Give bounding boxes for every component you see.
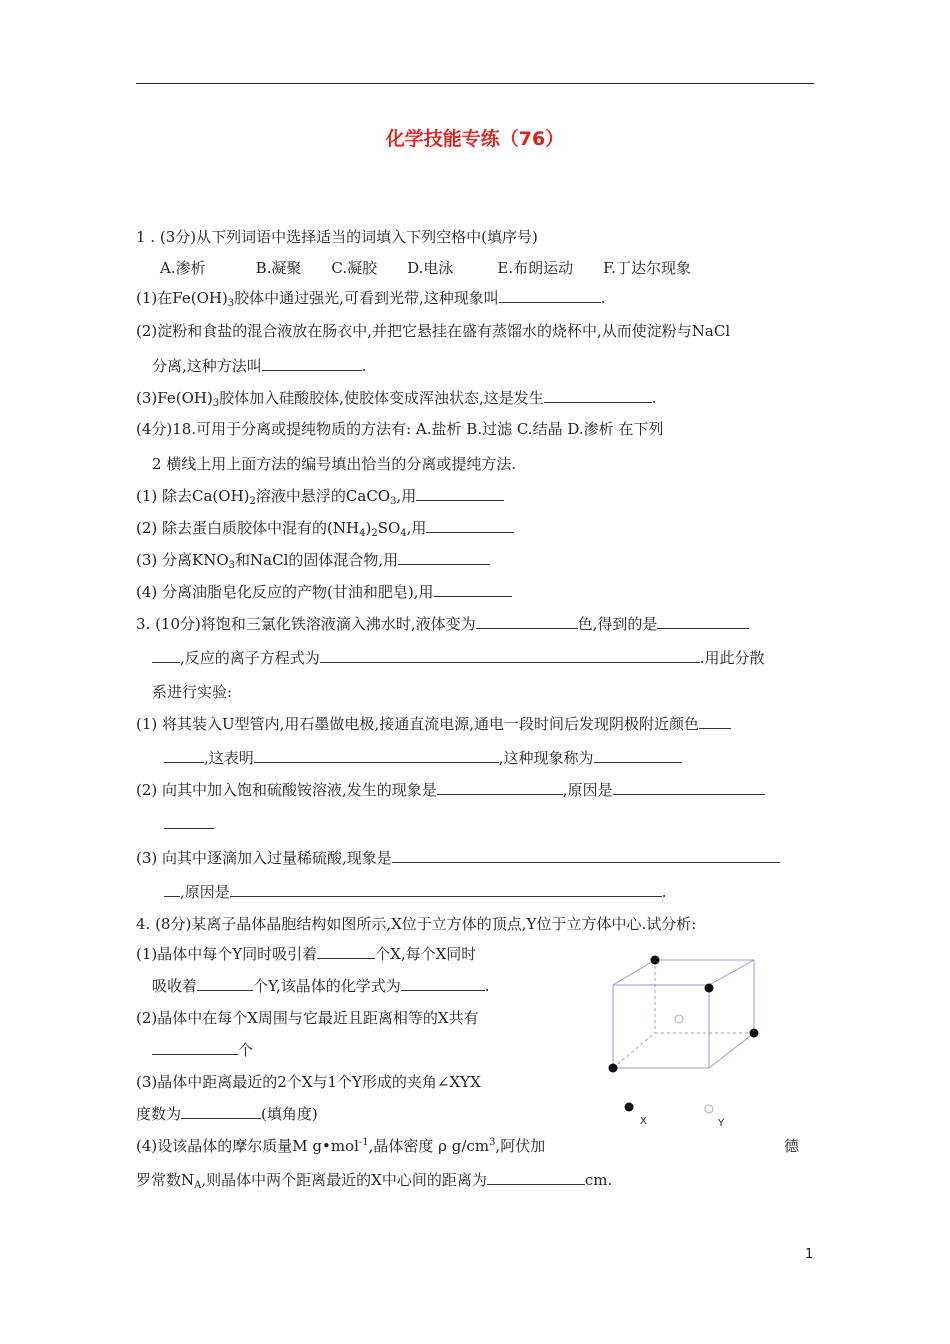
legend-x-label: X	[640, 1116, 647, 1127]
legend-y-label: Y	[718, 1118, 725, 1129]
q3-c1-text: (3) 向其中逐滴加入过量稀硫酸,现象是	[136, 849, 392, 867]
q4-part3-line2	[136, 1104, 318, 1124]
answer-blank[interactable]	[262, 356, 362, 371]
y-ion-dot	[675, 1015, 683, 1023]
q1-option-a: A.渗析	[160, 259, 206, 277]
q4-c3-text: (填角度)	[261, 1105, 318, 1123]
q4-part1-line2: 吸收着 个Y,该晶体的化学式为 .	[152, 977, 490, 995]
q3-b2-text: ,原因是	[562, 781, 613, 799]
q4-e3-text: cm.	[584, 1171, 613, 1189]
answer-blank[interactable]	[657, 614, 749, 629]
q1-part1: (1)在$Fe(OH)_3$胶体中通过强光,可看到光带,这种现象叫 .	[136, 289, 606, 309]
q1-part2-line1: (2)淀粉和食盐的混合液放在肠衣中,并把它悬挂在盛有蒸馏水的烧杯中,从而使淀粉与NaCl	[136, 322, 731, 340]
x-ion-dot	[750, 1029, 759, 1038]
q1-p1-text: (1)在Fe(OH)	[136, 289, 228, 307]
answer-blank[interactable]	[164, 748, 204, 763]
subscript: 2	[249, 496, 256, 507]
q3-c2-text: ,原因是	[180, 883, 230, 901]
q4-d1-text: (4)设该晶体的摩尔质量M g•mol	[136, 1137, 359, 1155]
q4-a3-text: 吸收着	[152, 977, 198, 995]
subscript: 3	[390, 496, 397, 507]
q2-item4	[136, 582, 512, 602]
answer-blank[interactable]	[181, 1104, 261, 1119]
x-ion-dot	[651, 956, 660, 965]
answer-blank[interactable]	[416, 486, 504, 501]
answer-blank[interactable]	[152, 648, 180, 663]
q1-stem: 1 . (3分)从下列词语中选择适当的词填入下列空格中(填序号)	[136, 228, 538, 246]
answer-blank[interactable]	[230, 882, 662, 897]
q3-part1-line1	[136, 714, 731, 734]
q2-i1-text2: 溶液中悬浮的CaCO	[255, 487, 391, 505]
answer-blank[interactable]	[426, 518, 514, 533]
superscript: -1	[358, 1137, 369, 1148]
q4-a2-text: 个X,每个X同时	[375, 945, 477, 963]
answer-blank[interactable]	[613, 780, 765, 795]
answer-blank[interactable]	[152, 1040, 238, 1055]
q2-i4-text: (4) 分离油脂皂化反应的产物(甘油和肥皂),用	[136, 583, 434, 601]
answer-blank[interactable]	[699, 714, 731, 729]
answer-blank[interactable]	[499, 288, 601, 303]
q2-i2-text3: SO	[377, 519, 401, 537]
q4-a4-text: 个Y,该晶体的化学式为	[253, 977, 401, 995]
x-ion-dot	[705, 984, 714, 993]
q2-i3-text: (3) 分离KNO	[136, 551, 229, 569]
q1-option-d: D.电泳	[407, 259, 454, 277]
q1-p2-text: 分离,这种方法叫	[152, 357, 262, 375]
q2-i2-text4: ,用	[406, 519, 427, 537]
q4-stem: 4. (8分)某离子晶体晶胞结构如图所示,X位于立方体的顶点,Y位于立方体中心.试分析:	[136, 915, 697, 933]
q3-part2-line2	[164, 814, 214, 834]
answer-blank[interactable]	[476, 614, 578, 629]
q4-part4-line2	[136, 1170, 612, 1190]
legend-x-dot	[625, 1103, 634, 1112]
q4-b2-text: 个	[238, 1041, 254, 1059]
subscript: 2	[371, 528, 378, 539]
crystal-cell-figure	[596, 944, 796, 1144]
q3-text4: .用此分散	[699, 649, 765, 667]
q2-i2-text: (2) 除去蛋白质胶体中混有的(NH	[136, 519, 360, 537]
q4-part3-line1: (3)晶体中距离最近的2个X与1个Y形成的夹角∠XYX	[136, 1073, 481, 1091]
superscript: 3	[489, 1137, 496, 1148]
q4-part1-line1	[136, 944, 476, 964]
page-number: 1	[805, 1247, 814, 1262]
answer-blank[interactable]	[254, 748, 499, 763]
q3-line1	[136, 614, 749, 634]
header-rule	[136, 83, 814, 84]
q1-option-c: C.凝胶	[331, 259, 378, 277]
q2-item2	[136, 518, 514, 538]
q4-e1-text: 罗常数N	[136, 1171, 195, 1189]
q3-part3-line2: ,原因是 .	[164, 882, 667, 902]
answer-blank[interactable]	[401, 976, 485, 991]
q4-part4-tail: 德	[784, 1137, 800, 1155]
q3-a2-text: ,这表明	[204, 749, 254, 767]
answer-blank[interactable]	[317, 944, 375, 959]
q4-part4-line1	[136, 1136, 545, 1156]
q4-c2-text: 度数为	[136, 1105, 182, 1123]
q2-item3	[136, 550, 490, 570]
answer-blank[interactable]	[434, 582, 512, 597]
q2-i1-text3: ,用	[396, 487, 417, 505]
answer-blank[interactable]	[437, 780, 563, 795]
q3-part1-line2	[164, 748, 682, 768]
q3-part2-line1	[136, 780, 765, 800]
x-ion-dot	[609, 1064, 618, 1073]
q4-d3-text: ,阿伏加	[495, 1137, 546, 1155]
q1-option-f: F.丁达尔现象	[603, 259, 691, 277]
q2-i2-text2: )	[365, 519, 372, 537]
subscript: 4	[359, 528, 366, 539]
legend-y-dot	[705, 1105, 713, 1113]
q3-text2: 色,得到的是	[577, 615, 658, 633]
q3-a1-text: (1) 将其装入U型管内,用石墨做电极,接通直流电源,通电一段时间后发现阴极附近颜色	[136, 715, 699, 733]
q1-p1-text2: 胶体中通过强光,可看到光带,这种现象叫	[234, 289, 499, 307]
subscript: A	[194, 1180, 202, 1191]
q1-p3-text: (3)Fe(OH)	[136, 389, 213, 407]
answer-blank[interactable]	[544, 388, 652, 403]
q4-part2-line2	[152, 1040, 253, 1060]
q3-part3-line1	[136, 848, 780, 868]
answer-blank[interactable]	[398, 550, 490, 565]
q3-line3: 系进行实验:	[152, 683, 233, 701]
q3-line2	[152, 648, 765, 668]
answer-blank[interactable]	[164, 882, 180, 897]
page-title: 化学技能专练（76）	[385, 128, 565, 150]
answer-blank[interactable]	[164, 814, 214, 829]
answer-blank[interactable]	[487, 1170, 585, 1185]
q1-part2-line2: 分离,这种方法叫 .	[152, 357, 367, 375]
q3-a3-text: ,这种现象称为	[498, 749, 594, 767]
q4-d2-text: ,晶体密度 ρ g/cm	[368, 1137, 490, 1155]
subscript: 3	[212, 398, 220, 409]
q2-i1-text: (1) 除去Ca(OH)	[136, 487, 250, 505]
q1-option-e: E.布朗运动	[497, 259, 574, 277]
q1-part3: $(3)Fe(OH)_3$胶体加入硅酸胶体,使胶体变成浑浊状态,这是发生 .	[136, 389, 657, 409]
q3-text: 3. (10分)将饱和三氯化铁溶液滴入沸水时,液体变为	[136, 615, 476, 633]
q4-e2-text: ,则晶体中两个距离最近的X中心间的距离为	[201, 1171, 487, 1189]
answer-blank[interactable]	[320, 648, 700, 663]
q2-stem-line1: (4分)18.可用于分离或提纯物质的方法有: A.盐析 B.过滤 C.结晶 D.渗析 在下列	[136, 420, 664, 438]
q3-b1-text: (2) 向其中加入饱和硫酸铵溶液,发生的现象是	[136, 781, 437, 799]
answer-blank[interactable]	[594, 748, 682, 763]
q1-option-b: B.凝聚	[255, 259, 302, 277]
q4-part2-line1: (2)晶体中在每个X周围与它最近且距离相等的X共有	[136, 1009, 479, 1027]
subscript: 3	[228, 560, 236, 571]
q4-a1-text: (1)晶体中每个Y同时吸引着	[136, 945, 318, 963]
answer-blank[interactable]	[197, 976, 253, 991]
q3-text3: ,反应的离子方程式为	[180, 649, 320, 667]
subscript: 3	[227, 298, 235, 309]
q1-options	[160, 258, 691, 278]
answer-blank[interactable]	[392, 848, 780, 863]
q2-stem-line2: 2 横线上用上面方法的编号填出恰当的分离或提纯方法.	[152, 455, 517, 473]
q2-item1	[136, 486, 504, 506]
q1-p3-text2: 胶体加入硅酸胶体,使胶体变成浑浊状态,这是发生	[219, 389, 544, 407]
subscript: 4	[400, 528, 407, 539]
q2-i3-text2: 和NaCl的固体混合物,用	[235, 551, 399, 569]
